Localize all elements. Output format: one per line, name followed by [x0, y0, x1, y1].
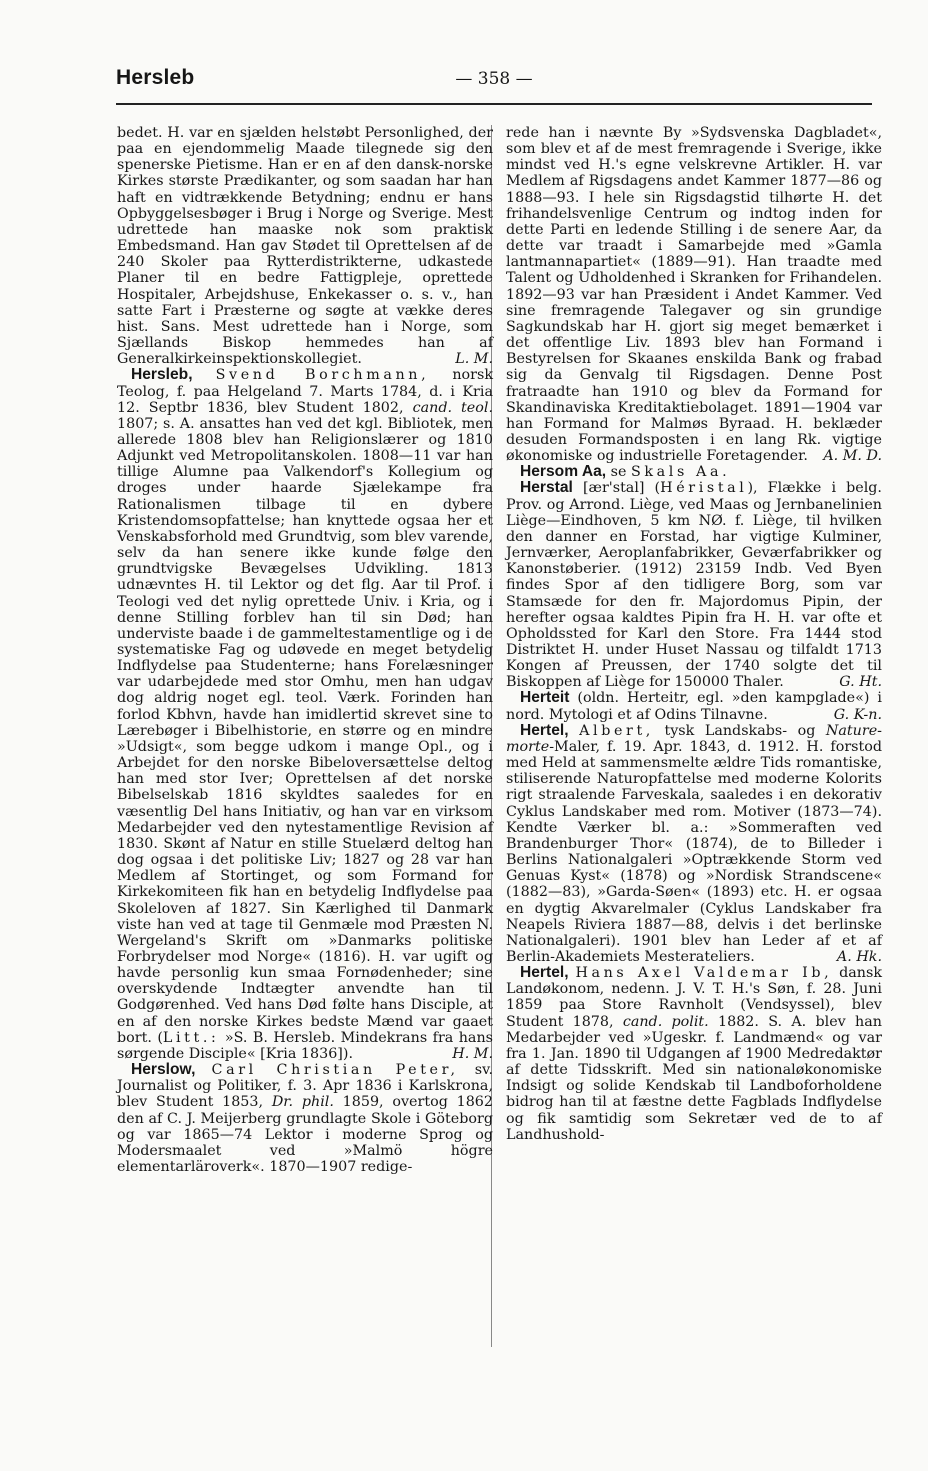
author-signature: A. Hk.: [836, 948, 882, 965]
cross-reference: Skals Aa.: [630, 464, 731, 481]
entry-genre: Nature-morte: [506, 722, 883, 755]
entry-degree: Dr. phil.: [271, 1094, 334, 1111]
entry-text: bedet. H. var en sjælden helstøbt Personlighed, der paa en ejendommelig Maade tilegnede sig den spenerske Pietisme. Han er en af den dansk-norske Kirkes største Prædikanter, og som saadan har han haft en vidtrækkende Betydning; endnu er hans Opbyggelsesbøger i Brug i Norge og Sverige. Mest udrettede han maaske nok som praktisk Embedsmand. Han gav Stødet til Oprettelsen af de 240 Skoler paa Rytterdistrikterne, udkastede Planer til en bedre Fattigpleje, oprettede Hospitaler, Arbejdshuse, Enkekasser o. s. v., han satte Fart i Præsterne og søgte at vække deres hist. Sans. Mest udrettede han i Norge, som Sjællands Biskop hemmedes han af Generalkirkeinspektionskollegiet.: [117, 125, 493, 368]
entry-headword: Hersleb,: [131, 366, 193, 384]
entry-hersom-aa: [506, 464, 882, 480]
entry-text: 1882. S. A. blev han Medarbejder ved »Ugeskr. f. Landmænd« og var fra 1. Jan. 1890 til Udgangen af 1900 Medredaktør af dette Tidsskrift. Med sin nationaløkonomiske Indsigt og solide Kendskab til Landboforholdene bidrog han til at fæstne dette Fagblads Indflydelse og fik samtidig som Sekretær ved de to af Landhushold-: [506, 1013, 882, 1143]
page-number: — 358 —: [455, 69, 533, 89]
entry-text: 1807; s. A. ansattes han ved det kgl. Bibliotek, men allerede 1808 blev han Religionslærer og 1810 Adjunkt ved Metropolitanskolen. 1808—11 var han tillige Alumne paa Valkendorf's Kollegium og droges under haarde Sjælekampe fra Rationalismen tilbage til en dybere Kristendomsopfattelse; han knyttede ogsaa her et Venskabsforhold med Grundtvig, som blev varende, selv da han senere ikke kunde følge den grundtvigske Bevægelses Udvikling. 1813 udnævntes H. til Lektor og det flg. Aar til Prof. i Teologi ved det nylig oprettede Univ. i Kria, og i denne Stilling forblev han til sin Død; han underviste baade i de gammeltestamentlige og i de systematiske Fag og udøvede en meget betydelig Indflydelse paa Studenterne; hans Forelæsninger var udarbejdede med stor Omhu, men han udgav dog aldrig noget egl. teol. Værk. Forinden han forlod Kbhvn, havde han imidlertid skrevet sine to Lærebøger i Bibelhistorie, en større og en mindre »Udsigt«, som begge udkom i mange Opl., og i Arbejdet for den norske Bibeloversættelse deltog han med stor Iver; Oprettelsen af det norske Bibelselskab 1816 skyldtes saaledes for en væsentlig Del hans Initiativ, og han var en virksom Medarbejder ved den nytestamentlige Revision af 1830. Skønt af Natur en stille Stuelærd deltog han dog ogsaa i det politiske Liv; 1827 og 28 var han Medlem af Stortinget, og som Formand for Kirkekomiteen fik han en betydelig Indflydelse paa Skoleloven af 1827. Sin Kærlighed til Danmark viste han ved at tage til Genmæle mod Præsten N. Wergeland's Skrift om »Danmarks politiske Forbrydelser mod Norge« (1816). H. var ugift og havde personlig kun smaa Fornødenheder; sine overskydende Indtægter anvendte han til Godgørenhed. Ved hans Død følte hans Disciple, at en af den norske Kirkes bedste Mænd var gaaet bort. (: [117, 415, 493, 1046]
literature-label: Litt.:: [162, 1029, 220, 1046]
entry-herslow-continued: [506, 125, 882, 464]
author-signature: A. M. D.: [823, 448, 882, 465]
entry-text: [ær'stal] (: [572, 480, 661, 497]
entry-text: se: [606, 464, 631, 481]
entry-text: (oldn. Herteitr, egl. »den kampglade«) i nord. Mytologi et af Odins Tilnavne.: [506, 690, 882, 723]
entry-person-name: Carl Christian Peter,: [211, 1062, 459, 1079]
entry-text: tysk Landskabs- og: [653, 722, 826, 739]
running-headword: Hersleb: [116, 66, 195, 89]
entry-text: -Maler, f. 19. Apr. 1843, d. 1912. H. forstod med Held at sammensmelte ældre Tids romantiske, stiliserende Naturopfattelse med moderne Kolorits rigt straalende Farveskala, saaledes i en dekorativ Cyklus Landskaber med rom. Motiver (1873—74). Kendte Værker bl. a.: »Sommeraften ved Brandenburger Thor« (1874), de to Billeder i Berlins Nationalgaleri »Optrækkende Storm ved Genuas Kyst« (1878) og »Nordisk Strandscene« (1882—83), »Garda-Søen« (1893) etc. H. er ogsaa en dygtig Akvarelmaler (Cyklus Landskaber fra Neapels Riviera 1887—88, delvis i det berlinske Nationalgaleri). 1901 blev han Leder af et af Berlin-Akademiets Mesterateliers.: [506, 738, 882, 965]
entry-degree: cand. teol.: [412, 399, 493, 416]
entry-herslow: [117, 1062, 493, 1175]
entry-alt-name: Héristal: [660, 480, 748, 497]
entry-headword: Herteit: [520, 689, 570, 707]
entry-hertel-hans: [506, 965, 882, 1143]
entry-headword: Hertel,: [520, 721, 569, 739]
entry-text: ), Flække i belg. Prov. og Arrond. Liège, ved Maas og Jernbanelinien Liège—Eindhoven, 5 km NØ. f. Liège, til hvilken den danner en Forstad, har vigtige Kulminer, Jernværker, Aeroplanfabrikker, Geværfabrikker og Kanonstøberier. (1912) 23159 Indb. Ved Byen findes Spor af den tidligere Borg, som var Stamsæde for den fr. Majordomus Pipin, der herefter ogsaa kaldtes Pipin fra H. H. var ofte et Opholdssted for Karl den Store. Fra 1444 stod Distriktet H. under Huset Nassau og tilfaldt 1713 Kongen af Preussen, der 1740 solgte det til Biskoppen af Liège for 150000 Thaler.: [506, 480, 882, 691]
author-signature: H. M.: [452, 1045, 493, 1062]
entry-text: norsk Teolog, f. paa Helgeland 7. Marts 1784, d. i Kria 12. Septbr 1836, blev Student 1802,: [117, 367, 493, 416]
entry-person-name: Svend Borchmann,: [215, 367, 430, 384]
author-signature: G. Ht.: [839, 674, 882, 691]
entry-herteit: [506, 690, 882, 722]
entry-text: »S. B. Hersleb. Mindekrans fra hans sørgende Disciple« [Kria 1836]).: [117, 1029, 494, 1062]
page-header: [116, 66, 872, 102]
entry-text: sv. Journalist og Politiker, f. 3. Apr 1836 i Karlskrona, blev Student 1853,: [117, 1062, 494, 1111]
entry-headword: Herslow,: [131, 1061, 196, 1079]
right-column: [506, 125, 882, 1143]
entry-headword: Hertel,: [520, 964, 569, 982]
left-column: [117, 125, 493, 1175]
entry-text: rede han i nævnte By »Sydsvenska Dagbladet«, som blev et af de mest fremragende i Sverige, ikke mindst ved H.'s egne velskrevne Artikler. H. var Medlem af Rigsdagens andet Kammer 1877—86 og 1888—93. I hele sin Rigsdagstid tilhørte H. det frihandelsvenlige Centrum og indtog inden for dette Parti en ledende Stilling i de senere Aar, da dette var traadt i Samarbejde med »Gamla lantmannapartiet« (1889—91). Han traadte med Talent og Udholdenhed i Skranken for Frihandelen. 1892—93 var han Præsident i Andet Kammer. Ved sine fremragende Talegaver og sin grundige Sagkundskab har H. gjort sig meget bemærket i det offentlige Liv. 1893 blev han Formand i Bestyrelsen for Skaanes enskilda Bank og frabad sig da Genvalg til Rigsdagen. Denne Post fratraadte han 1910 og blev da Formand for Skandinaviska Kreditaktiebolaget. 1891—1904 var han Formand for Malmøs Byraad. H. beklæder desuden Formandsposten i en lang Rk. vigtige økonomiske og industrielle Foretagender.: [506, 125, 882, 465]
author-signature: L. M.: [455, 351, 493, 368]
entry-headword: Herstal: [520, 479, 573, 497]
entry-text: 1859, overtog 1862 den af C. J. Meijerberg grundlagte Skole i Göteborg og var 1865—74 Lektor i moderne Sprog og Modersmaalet ved »Malmö högre elementarläroverk«. 1870—1907 redige-: [117, 1094, 494, 1175]
entry-hertel-albert: [506, 723, 882, 965]
header-rule: [116, 103, 872, 105]
entry-person-name: Albert,: [579, 722, 654, 739]
author-signature: G. K-n.: [833, 706, 882, 723]
entry-degree: cand. polit.: [622, 1013, 709, 1030]
entry-person-name: Hans Axel Valdemar Ib,: [575, 965, 833, 982]
entry-herstal: [506, 480, 882, 690]
entry-text: dansk Landøkonom, nedenn. J. V. T. H.'s Søn, f. 28. Juni 1859 paa Store Ravnholt (Vendsyssel), blev Student 1878,: [506, 965, 883, 1030]
entry-hersleb-svend: [117, 367, 493, 1062]
entry-hersleb-continued: [117, 125, 493, 367]
entry-headword: Hersom Aa,: [520, 463, 607, 481]
